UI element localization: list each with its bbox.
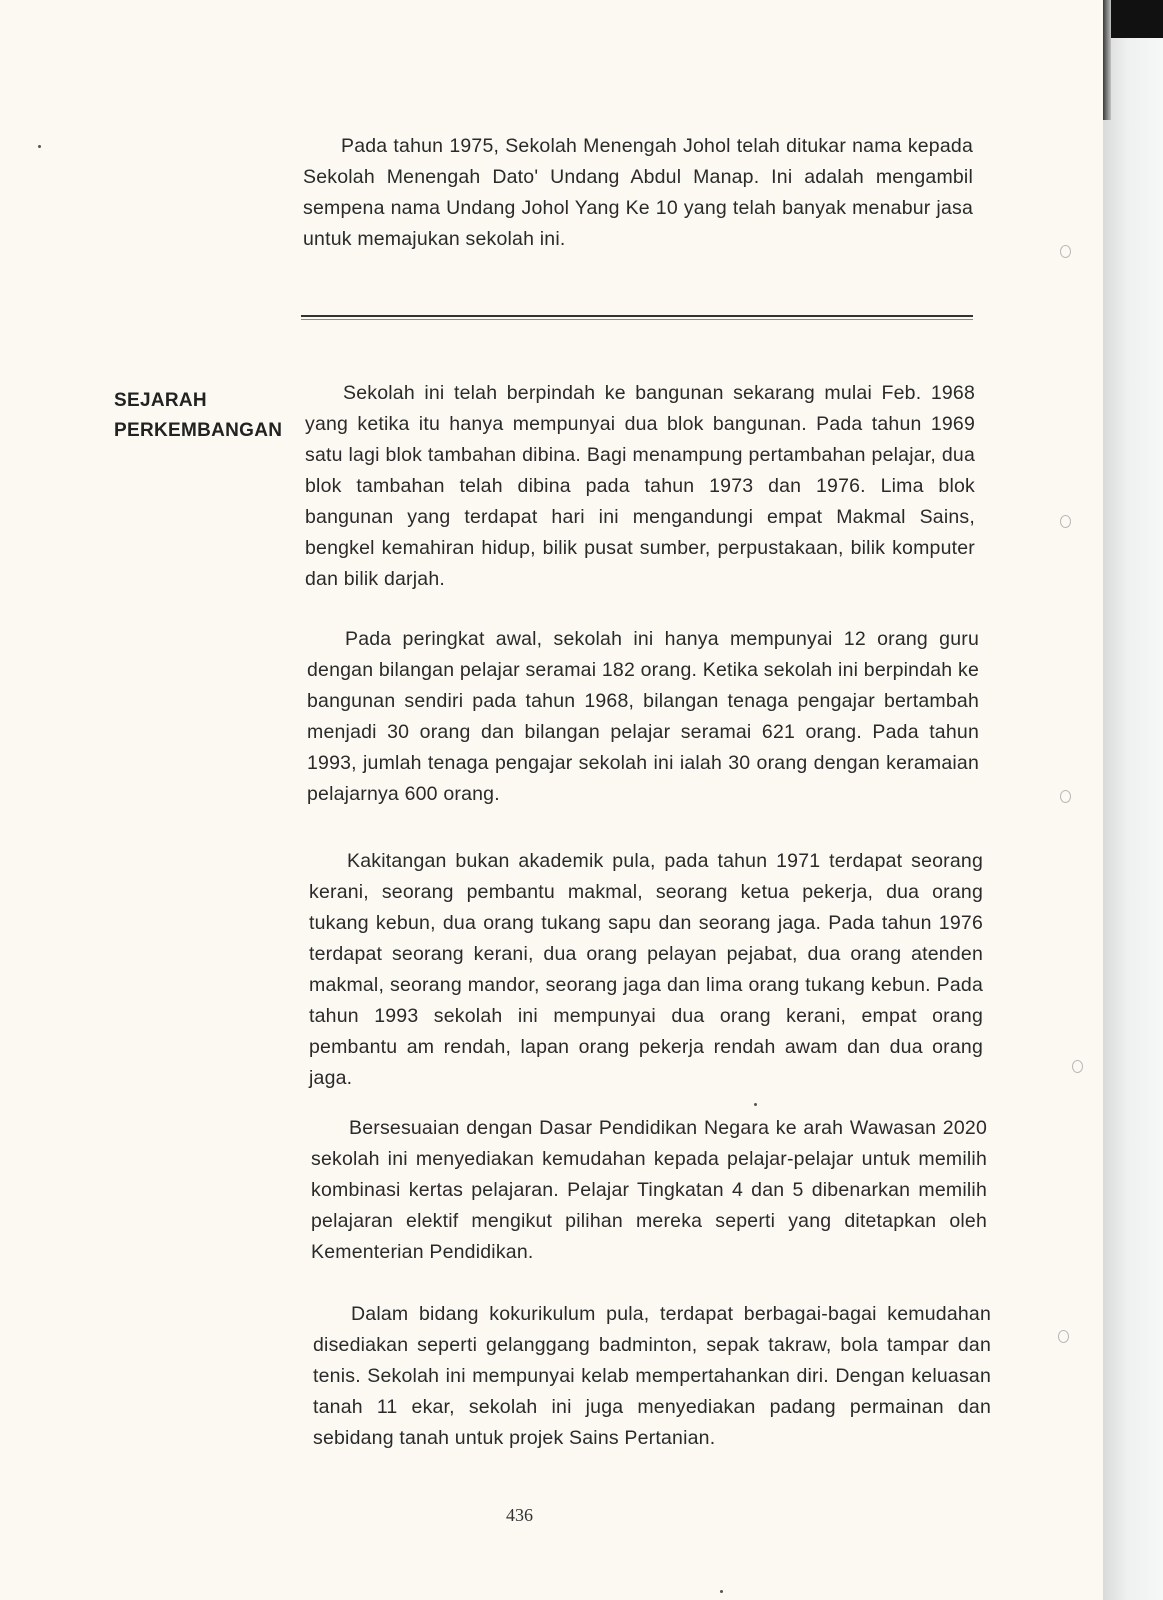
scan-speck [38,145,41,148]
punch-hole-mark [1060,790,1071,803]
section-heading [114,386,282,446]
punch-hole-mark [1060,245,1071,258]
page-edge-fold [1103,0,1111,120]
paragraph-support-staff: Kakitangan bukan akademik pula, pada tahun 1971 terdapat seorang kerani, seorang pembantu makmal, seorang ketua pekerja, dua orang tukang kebun, dua orang tukang sapu dan seorang jaga. Pada tahun 1976 terdapat seorang kerani, dua orang pelayan pejabat, dua orang atenden makmal, seorang mandor, seorang jaga dan lima orang tukang kebun. Pada tahun 1993 sekolah ini mempunyai dua orang kerani, empat orang pembantu am rendah, lapan orang pekerja rendah awam dan dua orang jaga. [309,850,983,1089]
intro-paragraph: Pada tahun 1975, Sekolah Menengah Johol telah ditukar nama kepada Sekolah Menengah Dato' Undang Abdul Manap. Ini adalah mengambil sempena nama Undang Johol Yang Ke 10 yang telah banyak menabur jasa untuk memajukan sekolah ini. [303,135,973,250]
punch-hole-mark [1060,515,1071,528]
page-edge-shadow [1103,0,1163,1600]
section-divider-shadow [301,319,973,320]
section-heading-line2: PERKEMBANGAN [114,420,283,441]
paragraph-education-policy: Bersesuaian dengan Dasar Pendidikan Negara ke arah Wawasan 2020 sekolah ini menyediakan kemudahan kepada pelajar-pelajar untuk memilih kombinasi kertas pelajaran. Pelajar Tingkatan 4 dan 5 dibenarkan memilih pelajaran elektif mengikut pilihan mereka seperti yang ditetapkan oleh Kementerian Pendidikan. [311,1117,987,1263]
section-heading-line1: SEJARAH [114,390,207,411]
scanner-corner [1103,0,1163,38]
page-number: 436 [506,1505,533,1525]
punch-hole-mark [1072,1060,1083,1073]
punch-hole-mark [1058,1330,1069,1343]
paragraph-building-history: Sekolah ini telah berpindah ke bangunan sekarang mulai Feb. 1968 yang ketika itu hanya mempunyai dua blok bangunan. Pada tahun 1969 satu lagi blok tambahan dibina. Bagi menampung pertambahan pelajar, dua blok tambahan telah dibina pada tahun 1973 dan 1976. Lima blok bangunan yang terdapat hari ini mengandungi empat Makmal Sains, bengkel kemahiran hidup, bilik pusat sumber, perpustakaan, bilik komputer dan bilik darjah. [305,382,975,590]
paragraph-cocurriculum: Dalam bidang kokurikulum pula, terdapat berbagai-bagai kemudahan disediakan seperti gelanggang badminton, sepak takraw, bola tampar dan tenis. Sekolah ini mempunyai kelab mempertahankan diri. Dengan keluasan tanah 11 ekar, sekolah ini juga menyediakan padang permainan dan sebidang tanah untuk projek Sains Pertanian. [313,1303,991,1449]
scan-speck [754,1103,757,1106]
section-divider [301,315,973,317]
scan-speck [720,1590,723,1593]
paragraph-teachers-students: Pada peringkat awal, sekolah ini hanya mempunyai 12 orang guru dengan bilangan pelajar seramai 182 orang. Ketika sekolah ini berpindah ke bangunan sendiri pada tahun 1968, bilangan tenaga pengajar bertambah menjadi 30 orang dan bilangan pelajar seramai 621 orang. Pada tahun 1993, jumlah tenaga pengajar sekolah ini ialah 30 orang dengan keramaian pelajarnya 600 orang. [307,628,979,805]
